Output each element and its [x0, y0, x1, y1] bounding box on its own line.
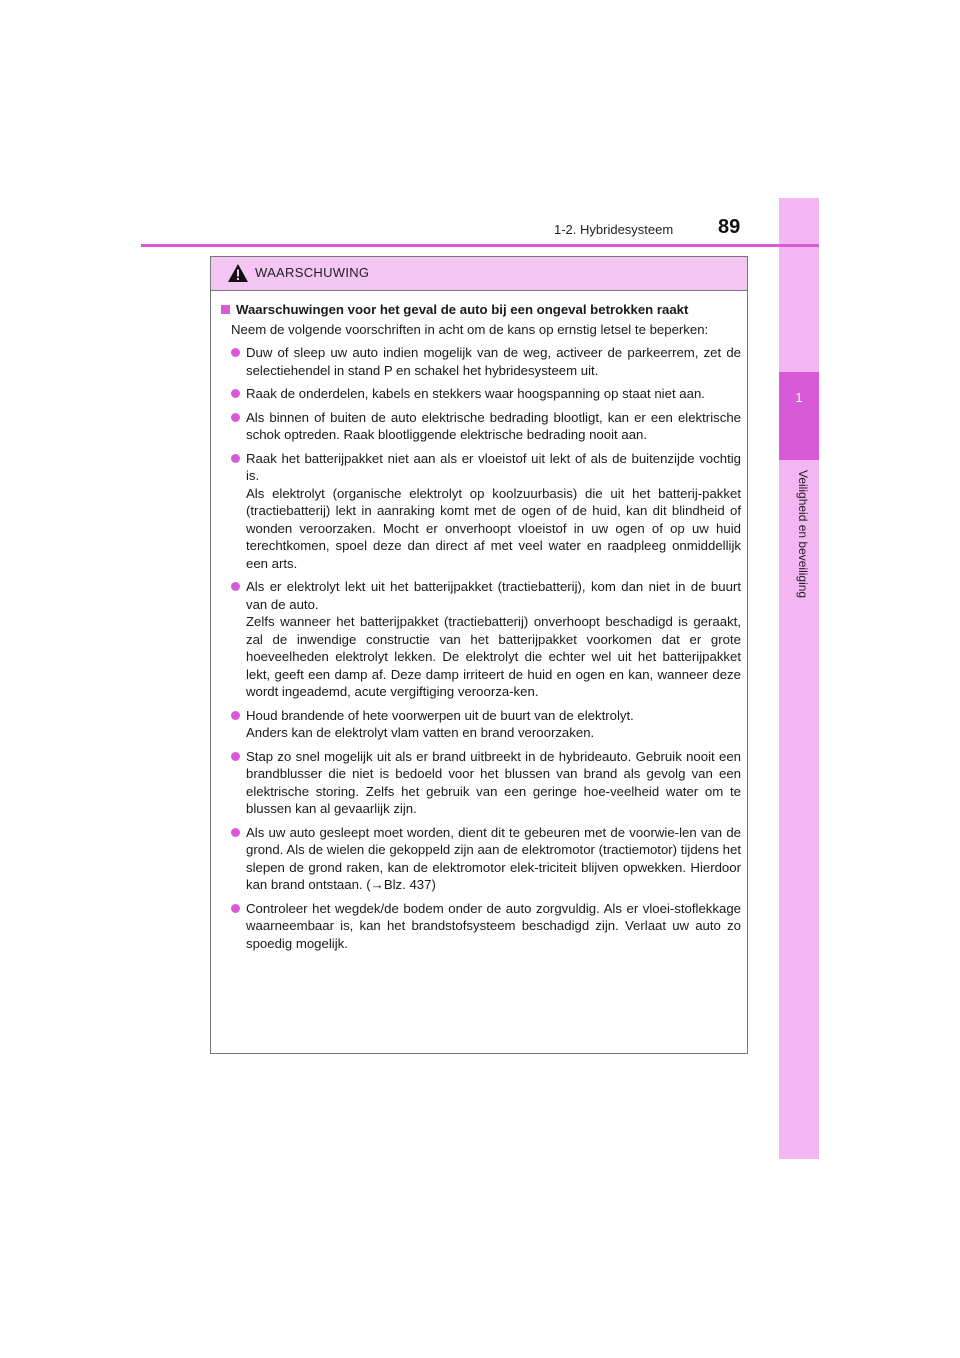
warning-items [221, 344, 741, 952]
warning-header [211, 257, 747, 291]
list-item-paragraph: Als binnen of buiten de auto elektrische bedrading blootligt, kan er een elektrische schok optreden. Raak blootliggende elektrische bedrading nooit aan. [246, 409, 741, 442]
list-item [231, 578, 741, 701]
bullet-dot-icon [231, 582, 240, 591]
list-item-text [246, 385, 741, 403]
warning-heading: Waarschuwingen voor het geval de auto bij een ongeval betrokken raakt [236, 302, 689, 317]
bullet-dot-icon [231, 711, 240, 720]
list-item [231, 344, 741, 379]
list-item-paragraph: Raak de onderdelen, kabels en stekkers waar hoogspanning op staat niet aan. [246, 386, 705, 401]
list-item-paragraph: Houd brandende of hete voorwerpen uit de buurt van de elektrolyt. [246, 707, 634, 723]
list-item [231, 385, 741, 403]
list-item-text [246, 824, 741, 894]
list-item-text [246, 409, 741, 444]
list-item [231, 409, 741, 444]
bullet-dot-icon [231, 348, 240, 357]
section-title: 1-2. Hybridesysteem [554, 222, 674, 237]
bullet-dot-icon [231, 413, 240, 422]
page-number: 89 [718, 216, 741, 238]
list-item [231, 748, 741, 818]
list-item-text [246, 707, 741, 742]
list-item-paragraph: Raak het batterijpakket niet aan als er vloeistof uit lekt of als de buitenzijde vochtig is. [246, 450, 741, 483]
bullet-dot-icon [231, 752, 240, 761]
chapter-side-tab [779, 198, 819, 1159]
list-item-paragraph: Zelfs wanneer het batterijpakket (tractiebatterij) onverhoopt beschadigd is geraakt, zal de inwendige constructie van het batterijpakket voorkomen dat er grote hoeveelheden elektrolyt lekken. De elektrolyt die echter wel uit het batterijpakket lekt, geeft een damp af. Deze damp irriteert de huid en ogen en kan, wanneer deze wordt ingeademd, acute vergiftiging veroorza-ken. [246, 614, 741, 699]
bullet-dot-icon [231, 904, 240, 913]
list-item-text [246, 578, 741, 701]
chapter-title: Veiligheid en beveiliging [796, 470, 810, 599]
bullet-dot-icon [231, 389, 240, 398]
list-item-text [246, 748, 741, 818]
list-item-paragraph: Als er elektrolyt lekt uit het batterijpakket (tractiebatterij), kom dan niet in de buurt van de auto. [246, 579, 741, 612]
warning-title: WAARSCHUWING [255, 265, 370, 280]
warning-box [210, 256, 748, 1054]
bullet-dot-icon [231, 454, 240, 463]
list-item-text [246, 900, 741, 953]
warning-triangle-icon [227, 263, 249, 283]
list-item [231, 824, 741, 894]
list-item-text [246, 450, 741, 573]
list-item-paragraph: Anders kan de elektrolyt vlam vatten en brand veroorzaken. [246, 725, 595, 740]
warning-heading-row [221, 301, 741, 319]
list-item-paragraph: Als uw auto gesleept moet worden, dient dit te gebeuren met de voorwie-len van de grond. Als de wielen die gekoppeld zijn aan de elektromotor (tractiemotor) tijdens het slepen de grond raken, kan de elektromotor elek-triciteit blijven opwekken. Hierdoor kan brand ontstaan. (→Blz. 437) [246, 824, 741, 892]
list-item-text [246, 344, 741, 379]
list-item [231, 900, 741, 953]
list-item-paragraph: Stap zo snel mogelijk uit als er brand uitbreekt in de hybrideauto. Gebruik nooit een brandblusser die niet is bedoeld voor het blussen van brand als gevolg van een elektrische storing. Zelfs het gebruik van een geringe hoe-veelheid water om te blussen kan al gevaarlijk zijn. [246, 748, 741, 816]
header-rule [141, 244, 819, 247]
chapter-number-tab [779, 372, 819, 460]
bullet-dot-icon [231, 828, 240, 837]
list-item-paragraph: Duw of sleep uw auto indien mogelijk van de weg, activeer de parkeerrem, zet de selectiehendel in stand P en schakel het hybridesysteem uit. [246, 345, 741, 378]
list-item-paragraph: Als elektrolyt (organische elektrolyt op koolzuurbasis) die uit het batterij-pakket (tractiebatterij) lekt in aanraking komt met de ogen of de huid, kan dit blindheid of wonden veroorzaken. Mocht er onverhoopt vloeistof in uw ogen of op uw huid terechtkomen, spoel deze dan direct af met veel water en raadpleeg onmiddellijk een arts. [246, 485, 741, 571]
list-item [231, 450, 741, 573]
list-item [231, 707, 741, 742]
warning-body [211, 291, 747, 952]
list-item-paragraph: Controleer het wegdek/de bodem onder de auto zorgvuldig. Als er vloei-stoflekkage waarneembaar is, kan het brandstofsysteem beschadigd zijn. Verlaat uw auto zo spoedig mogelijk. [246, 900, 741, 951]
chapter-number: 1 [795, 390, 803, 405]
square-bullet-icon [221, 305, 230, 314]
warning-intro: Neem de volgende voorschriften in acht om de kans op ernstig letsel te beperken: [231, 321, 709, 337]
